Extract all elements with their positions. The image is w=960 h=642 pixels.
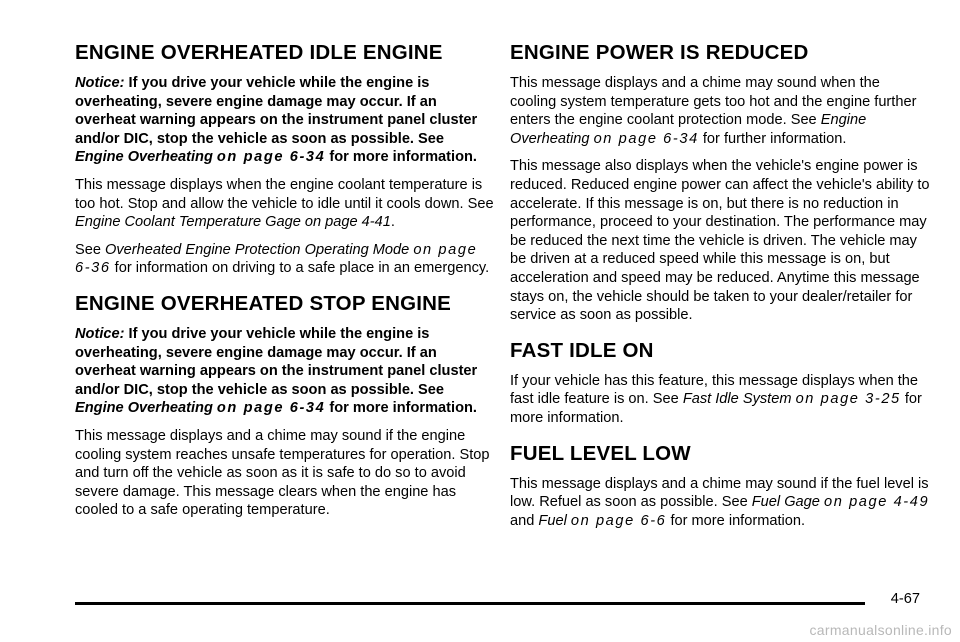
section-heading: ENGINE OVERHEATED IDLE ENGINE: [75, 41, 443, 64]
section-heading: ENGINE POWER IS REDUCED: [510, 41, 809, 64]
section-fuel-level-low: [510, 441, 930, 531]
section-engine-power-reduced: [510, 40, 930, 325]
left-column: [75, 40, 495, 529]
cross-reference-link[interactable]: Engine Coolant Temperature Gage on page 4-41: [75, 214, 391, 231]
footer-rule: [75, 602, 865, 605]
section-heading: FAST IDLE ON: [510, 338, 654, 362]
cross-reference-link[interactable]: Engine Overheating on page 6-34: [75, 149, 326, 166]
cross-reference-link[interactable]: Fast Idle System on page 3-25: [682, 391, 901, 408]
page-number: 4-67: [890, 591, 920, 607]
notice-paragraph: [75, 325, 495, 418]
section-heading: ENGINE OVERHEATED STOP ENGINE: [75, 291, 452, 315]
body-paragraph: If your vehicle has this feature, this message displays when the fast idle feature is on. See Fast Idle System on page 3-25 for more information.: [510, 372, 922, 426]
cross-reference-link[interactable]: Engine Overheating on page 6-34: [75, 400, 326, 417]
body-paragraph: This message displays and a chime may sound when the cooling system temperature gets too hot and the engine further enters the engine coolant protection mode. See Engine Overheating on page 6-34 for further information.: [510, 75, 917, 147]
notice-text: If you drive your vehicle while the engine is overheating, severe engine damage may occur. If an overheat warning appears on the instrument panel cluster and/or DIC, stop the vehicle as soon as possible. See: [75, 325, 478, 398]
section-fast-idle-on: [510, 338, 930, 428]
section-engine-overheated-stop: [75, 291, 495, 520]
body-paragraph: This message also displays when the vehicle's engine power is reduced. Reduced engine power can affect the vehicle's ability to accelerate. If this message is on, but there is no reduction in performance, proceed to your destination. The performance may be reduced the next time the vehicle is driven. The vehicle may be driven at a reduced speed while this message is on, but acceleration and speed may be reduced. Anytime this message stays on, the vehicle should be taken to your dealer/retailer for service as soon as possible.: [510, 158, 930, 324]
notice-tail: for more information.: [329, 400, 477, 417]
notice-tail: for more information.: [329, 149, 477, 166]
cross-reference-link[interactable]: Fuel Gage on page 4-49: [751, 494, 930, 511]
cross-reference-link[interactable]: Overheated Engine Protection Operating Mode on page 6-36: [75, 241, 478, 277]
watermark: carmanualsonline.info: [809, 622, 952, 638]
section-engine-overheated-idle: [75, 40, 495, 278]
body-paragraph: This message displays and a chime may sound if the engine cooling system reaches unsafe temperatures for operation. Stop and turn off the vehicle as soon as it is safe to do so to avoid severe damage. This message clears when the engine has cooled to a safe operating temperature.: [75, 427, 490, 519]
cross-reference-link[interactable]: Engine Overheating on page 6-34: [510, 112, 867, 147]
notice-text: If you drive your vehicle while the engine is overheating, severe engine damage may occur. If an overheat warning appears on the instrument panel cluster and/or DIC, stop the vehicle as soon as possible. See: [75, 75, 478, 147]
notice-label: Notice:: [75, 325, 125, 342]
body-paragraph: This message displays when the engine coolant temperature is too hot. Stop and allow the vehicle to idle until it cools down. See Engine Coolant Temperature Gage on page 4-41.: [75, 176, 494, 231]
notice-paragraph: [75, 74, 495, 167]
body-paragraph: See Overheated Engine Protection Operating Mode on page 6-36 for information on driving to a safe place in an emergency.: [75, 241, 490, 277]
cross-reference-link[interactable]: Fuel on page 6-6: [538, 512, 667, 529]
section-heading: FUEL LEVEL LOW: [510, 441, 691, 465]
body-paragraph: This message displays and a chime may sound if the fuel level is low. Refuel as soon as possible. See Fuel Gage on page 4-49 and Fuel on page 6-6 for more information.: [510, 475, 930, 529]
notice-label: Notice:: [75, 75, 125, 91]
right-column: [510, 40, 930, 539]
